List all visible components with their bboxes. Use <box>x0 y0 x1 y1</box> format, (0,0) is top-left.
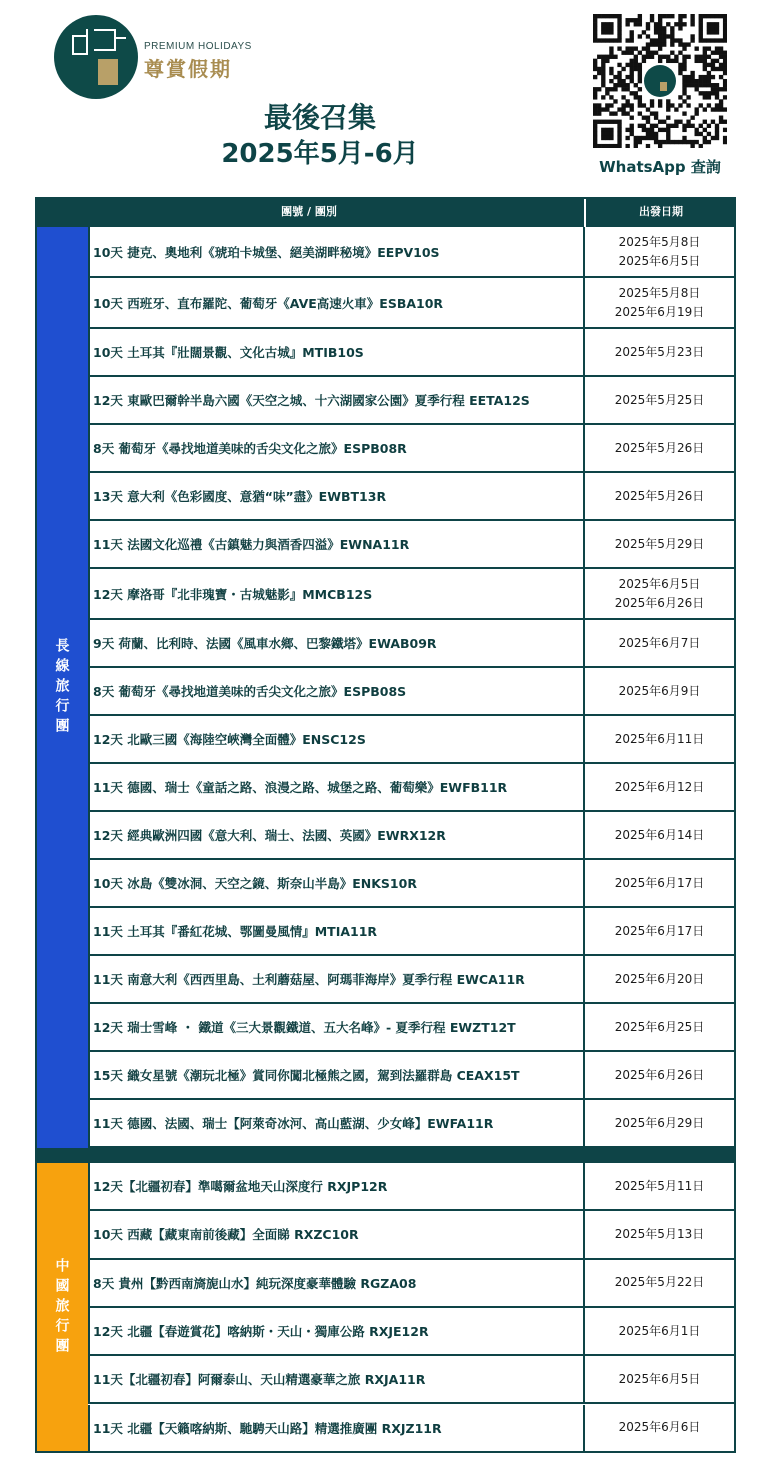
departure-date: 2025年6月5日 <box>618 253 701 268</box>
tour-name: 11天【北疆初春】阿爾泰山、天山精選豪華之旅 RXJA11R <box>88 1356 583 1402</box>
departure-date: 2025年6月26日 <box>614 595 705 610</box>
table-row <box>88 1356 736 1404</box>
whatsapp-label: WhatsApp 查詢 <box>599 158 721 176</box>
departure-date-cell <box>583 812 734 858</box>
departure-date: 2025年5月29日 <box>614 536 705 551</box>
departure-date: 2025年6月17日 <box>614 875 705 890</box>
departure-date: 2025年6月7日 <box>618 635 701 650</box>
tour-name: 11天 北疆【天籟喀納斯、馳騁天山路】精選推廣團 RXJZ11R <box>88 1405 583 1451</box>
table-row <box>88 1405 736 1453</box>
tour-name: 13天 意大利《色彩國度、意猶“味”盡》EWBT13R <box>88 473 583 519</box>
departure-date: 2025年6月6日 <box>618 1420 701 1435</box>
table-row <box>88 329 736 377</box>
departure-date: 2025年6月25日 <box>614 1019 705 1034</box>
tour-name: 12天【北疆初春】準噶爾盆地天山深度行 RXJP12R <box>88 1163 583 1209</box>
departure-date-cell <box>583 860 734 906</box>
departure-date-cell <box>583 764 734 810</box>
departure-date: 2025年5月22日 <box>614 1275 705 1290</box>
departure-date: 2025年6月20日 <box>614 971 705 986</box>
table-row <box>88 425 736 473</box>
departure-date: 2025年5月25日 <box>614 392 705 407</box>
tour-name: 12天 摩洛哥『北非瑰寶・古城魅影』MMCB12S <box>88 569 583 618</box>
departure-date: 2025年6月29日 <box>614 1115 705 1130</box>
departure-date-cell <box>583 956 734 1002</box>
departure-date-cell <box>583 1163 734 1209</box>
departure-date-cell <box>583 569 734 618</box>
departure-date: 2025年5月11日 <box>614 1178 705 1193</box>
departure-date-cell <box>583 521 734 567</box>
table-row <box>88 860 736 908</box>
departure-date-cell <box>583 1260 734 1306</box>
departure-date-cell <box>583 668 734 714</box>
group-separator <box>35 1148 736 1163</box>
table-row <box>88 1100 736 1148</box>
tour-name: 10天 土耳其『壯闊景觀、文化古城』MTIB10S <box>88 329 583 375</box>
brand-name-zh: 尊賞假期 <box>144 57 232 81</box>
departure-date: 2025年6月17日 <box>614 923 705 938</box>
departure-date: 2025年6月19日 <box>614 304 705 319</box>
departure-date: 2025年5月8日 <box>618 285 701 300</box>
long-haul-group-label: 長線旅行團 <box>35 227 88 1148</box>
departure-date-cell <box>583 329 734 375</box>
departure-date: 2025年6月12日 <box>614 779 705 794</box>
departure-date: 2025年5月26日 <box>614 488 705 503</box>
whatsapp-qr-code[interactable] <box>593 14 727 148</box>
table-row <box>88 716 736 764</box>
page-title <box>150 100 490 172</box>
departure-date: 2025年5月23日 <box>614 344 705 359</box>
departure-date-cell <box>583 1405 734 1451</box>
table-row <box>88 764 736 812</box>
table-row <box>88 1308 736 1356</box>
departure-date-cell <box>583 1052 734 1098</box>
table-row <box>88 956 736 1004</box>
tour-name: 15天 織女星號《潮玩北極》賞同你闖北極熊之國，駕到法羅群島 CEAX15T <box>88 1052 583 1098</box>
tour-name: 10天 冰島《雙冰洞、天空之鏡、斯奈山半島》ENKS10R <box>88 860 583 906</box>
table-row <box>88 812 736 860</box>
table-row <box>88 569 736 620</box>
table-row <box>88 521 736 569</box>
departure-date-cell <box>583 377 734 423</box>
tour-name: 12天 東歐巴爾幹半島六國《天空之城、十六湖國家公園》夏季行程 EETA12S <box>88 377 583 423</box>
brand-name-en: PREMIUM HOLIDAYS <box>144 41 252 52</box>
departure-date-cell <box>583 620 734 666</box>
tour-name: 12天 經典歐洲四國《意大利、瑞士、法國、英國》EWRX12R <box>88 812 583 858</box>
tour-name: 11天 德國、法國、瑞士【阿萊奇冰河、高山藍湖、少女峰】EWFA11R <box>88 1100 583 1146</box>
departure-date: 2025年6月1日 <box>618 1323 701 1338</box>
departure-date: 2025年5月8日 <box>618 234 701 249</box>
departure-date-cell <box>583 908 734 954</box>
table-row <box>88 1260 736 1308</box>
tour-name: 12天 瑞士雪峰 ・ 鐵道《三大景觀鐵道、五大名峰》- 夏季行程 EWZT12T <box>88 1004 583 1050</box>
title-line-1: 最後召集 <box>263 101 376 134</box>
tour-name: 8天 葡萄牙《尋找地道美味的舌尖文化之旅》ESPB08R <box>88 425 583 471</box>
qr-logo-icon <box>644 65 676 97</box>
departure-date: 2025年6月14日 <box>614 827 705 842</box>
tour-name: 10天 捷克、奧地利《琥珀卡城堡、絕美湖畔秘境》EEPV10S <box>88 227 583 276</box>
table-header <box>35 197 736 227</box>
departure-date: 2025年6月26日 <box>614 1067 705 1082</box>
column-header-tour: 團號 / 團別 <box>281 205 337 218</box>
tour-name: 10天 西班牙、直布羅陀、葡萄牙《AVE高速火車》ESBA10R <box>88 278 583 327</box>
table-row <box>88 473 736 521</box>
tour-name: 11天 南意大利《西西里島、土利蘑菇屋、阿瑪菲海岸》夏季行程 EWCA11R <box>88 956 583 1002</box>
departure-date: 2025年6月9日 <box>618 683 701 698</box>
departure-date: 2025年6月11日 <box>614 731 705 746</box>
departure-date-cell <box>583 1100 734 1146</box>
table-row <box>88 1052 736 1100</box>
departure-date: 2025年5月13日 <box>614 1226 705 1241</box>
table-row <box>88 1004 736 1052</box>
tour-name: 11天 德國、瑞士《童話之路、浪漫之路、城堡之路、葡萄樂》EWFB11R <box>88 764 583 810</box>
departure-date-cell <box>583 473 734 519</box>
logo-mark-icon <box>54 15 138 99</box>
tour-name: 12天 北歐三國《海陸空峽灣全面體》ENSC12S <box>88 716 583 762</box>
departure-date-cell <box>583 1211 734 1257</box>
departure-date: 2025年5月26日 <box>614 440 705 455</box>
brand-logo <box>54 15 294 103</box>
table-row <box>88 620 736 668</box>
tour-name: 9天 荷蘭、比利時、法國《風車水鄉、巴黎鐵塔》EWAB09R <box>88 620 583 666</box>
table-row <box>88 278 736 329</box>
tour-name: 8天 貴州【黔西南旖旎山水】純玩深度豪華體驗 RGZA08 <box>88 1260 583 1306</box>
tour-name: 10天 西藏【藏東南前後藏】全面睇 RXZC10R <box>88 1211 583 1257</box>
departure-date-cell <box>583 716 734 762</box>
table-row <box>88 227 736 278</box>
table-row <box>88 1211 736 1259</box>
departure-date: 2025年6月5日 <box>618 1371 701 1386</box>
table-row <box>88 377 736 425</box>
departure-date-cell <box>583 1308 734 1354</box>
tour-name: 11天 法國文化巡禮《古鎮魅力與酒香四溢》EWNA11R <box>88 521 583 567</box>
departure-date-cell <box>583 425 734 471</box>
china-group-label: 中國旅行團 <box>35 1163 88 1453</box>
departure-date-cell <box>583 227 734 276</box>
departure-date-cell <box>583 1356 734 1402</box>
tour-name: 11天 土耳其『番紅花城、鄂圖曼風情』MTIA11R <box>88 908 583 954</box>
table-row <box>88 908 736 956</box>
departure-date-cell <box>583 278 734 327</box>
column-header-date: 出發日期 <box>584 197 736 227</box>
table-row <box>88 668 736 716</box>
title-line-2: 2025年5月-6月 <box>221 139 419 169</box>
tour-name: 12天 北疆【春遊賞花】喀納斯・天山・獨庫公路 RXJE12R <box>88 1308 583 1354</box>
departure-date-cell <box>583 1004 734 1050</box>
departure-date: 2025年6月5日 <box>618 576 701 591</box>
tour-name: 8天 葡萄牙《尋找地道美味的舌尖文化之旅》ESPB08S <box>88 668 583 714</box>
table-row <box>88 1163 736 1211</box>
